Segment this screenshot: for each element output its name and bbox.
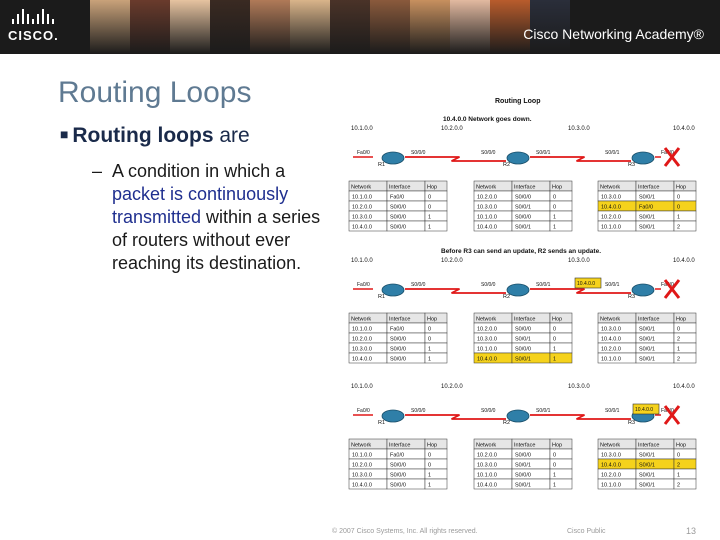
serial-link [405, 157, 506, 161]
table-header-text: Network [351, 442, 372, 449]
table-header-text: Hop [427, 316, 438, 323]
sub-bullet-text [92, 160, 332, 275]
table-cell-text: S0/0/0 [390, 482, 406, 489]
port-label: Fa0/0 [661, 282, 674, 288]
table-cell-text: 10.3.0.0 [601, 194, 621, 201]
table-cell-text: 10.2.0.0 [352, 204, 372, 211]
table-header-text: Network [600, 184, 621, 191]
table-cell-text: 1 [553, 224, 557, 231]
table-cell-text: 0 [677, 326, 681, 333]
router-label: R3 [628, 162, 636, 168]
table-cell-text: 1 [553, 346, 557, 353]
table-cell-text: 1 [553, 356, 557, 363]
table-cell-text: 10.1.0.0 [601, 356, 621, 363]
diagram-mid-caption: Before R3 can send an update, R2 sends an update. [441, 248, 602, 255]
table-cell-text: 0 [553, 462, 557, 469]
table-header-text: Hop [552, 316, 563, 323]
header-photo [410, 0, 450, 54]
table-cell-text: 0 [428, 336, 432, 343]
router-icon [382, 410, 404, 422]
bullet-bold-text: Routing loops [72, 124, 214, 147]
port-label: Fa0/0 [357, 282, 370, 288]
table-cell-text: 1 [428, 472, 432, 479]
diagram-title: Routing Loop [495, 98, 541, 105]
table-header-text: Interface [638, 184, 660, 191]
table-cell-text: S0/0/1 [515, 356, 531, 363]
sub-text-part-2: within a series of routers without ever reaching its destination. [112, 207, 321, 273]
table-cell-text: 1 [677, 472, 681, 479]
table-cell-text: 0 [553, 452, 557, 459]
table-header-text: Hop [427, 442, 438, 449]
table-header-text: Hop [552, 442, 563, 449]
table-cell-text: S0/0/1 [639, 326, 655, 333]
serial-link [405, 289, 506, 293]
table-cell-text: S0/0/1 [639, 346, 655, 353]
network-label: 10.3.0.0 [568, 384, 590, 390]
port-label: S0/0/0 [481, 150, 496, 156]
table-cell-text: 10.1.0.0 [352, 194, 372, 201]
table-cell-text: 10.1.0.0 [477, 472, 497, 479]
table-cell-text: 2 [677, 336, 681, 343]
table-cell-text: 1 [677, 214, 681, 221]
table-cell-text: 10.4.0.0 [477, 224, 497, 231]
table-cell-text: 10.4.0.0 [477, 356, 497, 363]
port-label: Fa0/0 [357, 150, 370, 156]
table-cell-text: S0/0/0 [515, 214, 531, 221]
table-cell-text: 10.2.0.0 [477, 452, 497, 459]
table-cell-text: S0/0/0 [390, 472, 406, 479]
router-label: R1 [378, 420, 386, 426]
bullet-rest-text: are [213, 124, 250, 147]
router-label: R3 [628, 294, 636, 300]
header-photo [250, 0, 290, 54]
header-photo [330, 0, 370, 54]
bullet-marker-icon: ■ [60, 126, 73, 142]
sub-bullet [92, 160, 332, 275]
table-cell-text: 1 [553, 472, 557, 479]
table-cell-text: S0/0/1 [639, 482, 655, 489]
cisco-logo-text: CISCO. [8, 28, 59, 43]
table-cell-text: 10.2.0.0 [477, 194, 497, 201]
table-cell-text: 10.1.0.0 [477, 346, 497, 353]
table-cell-text: S0/0/1 [515, 224, 531, 231]
table-cell-text: 10.3.0.0 [601, 452, 621, 459]
table-cell-text: 10.1.0.0 [601, 224, 621, 231]
table-cell-text: 10.1.0.0 [352, 326, 372, 333]
table-cell-text: 10.1.0.0 [477, 214, 497, 221]
port-label: S0/0/1 [605, 282, 620, 288]
table-cell-text: 0 [428, 204, 432, 211]
port-label: S0/0/0 [411, 282, 426, 288]
table-cell-text: 0 [428, 194, 432, 201]
table-header-text: Network [600, 316, 621, 323]
table-cell-text: 0 [428, 326, 432, 333]
header-photo [370, 0, 410, 54]
router-icon [632, 152, 654, 164]
table-cell-text: 1 [553, 214, 557, 221]
table-cell-text: 0 [677, 204, 681, 211]
table-cell-text: Fa0/0 [639, 204, 654, 211]
table-header-text: Network [476, 184, 497, 191]
router-label: R2 [503, 294, 511, 300]
table-cell-text: 10.2.0.0 [477, 326, 497, 333]
table-cell-text: 10.3.0.0 [352, 214, 372, 221]
table-header-text: Interface [514, 316, 536, 323]
port-label: S0/0/0 [411, 150, 426, 156]
sub-text-part-1: A condition in which a [112, 161, 286, 181]
table-header-text: Interface [389, 316, 411, 323]
table-cell-text: 10.4.0.0 [601, 204, 621, 211]
table-header-text: Hop [427, 184, 438, 191]
diagram-subtitle: 10.4.0.0 Network goes down. [443, 116, 532, 123]
sub-bullet-dash: – [92, 161, 103, 181]
router-icon [507, 284, 529, 296]
router-icon [382, 152, 404, 164]
table-header-text: Network [476, 442, 497, 449]
table-cell-text: 10.4.0.0 [352, 356, 372, 363]
port-label: Fa0/0 [661, 408, 674, 414]
table-cell-text: S0/0/1 [639, 336, 655, 343]
port-label: S0/0/1 [605, 150, 620, 156]
table-cell-text: S0/0/1 [639, 224, 655, 231]
router-label: R1 [378, 162, 386, 168]
slide-title: Routing Loops [58, 76, 252, 109]
table-header-text: Hop [676, 442, 687, 449]
router-label: R2 [503, 162, 511, 168]
port-label: S0/0/1 [536, 150, 551, 156]
router-icon [507, 410, 529, 422]
table-cell-text: S0/0/0 [390, 204, 406, 211]
table-cell-text: 1 [677, 346, 681, 353]
header-photo [170, 0, 210, 54]
footer-label: Cisco Public [567, 528, 606, 535]
table-cell-text: 10.2.0.0 [352, 336, 372, 343]
header-photo [450, 0, 490, 54]
table-cell-text: 0 [553, 204, 557, 211]
table-cell-text: 2 [677, 482, 681, 489]
table-cell-text: 10.4.0.0 [601, 462, 621, 469]
table-header-text: Interface [514, 442, 536, 449]
table-header-text: Interface [514, 184, 536, 191]
table-cell-text: 1 [428, 346, 432, 353]
table-cell-text: 0 [553, 194, 557, 201]
table-cell-text: S0/0/1 [639, 356, 655, 363]
network-label: 10.4.0.0 [673, 384, 695, 390]
router-label: R1 [378, 294, 386, 300]
sub-text-highlight: packet is continuously transmitted [112, 184, 289, 227]
port-label: Fa0/0 [357, 408, 370, 414]
table-cell-text: 1 [428, 214, 432, 221]
port-label: S0/0/1 [605, 408, 620, 414]
table-cell-text: 2 [677, 224, 681, 231]
table-header-text: Interface [638, 442, 660, 449]
table-cell-text: 0 [428, 462, 432, 469]
port-label: S0/0/1 [536, 282, 551, 288]
table-header-text: Hop [676, 184, 687, 191]
network-label: 10.3.0.0 [568, 258, 590, 264]
footer-page-number: 13 [686, 526, 697, 536]
table-cell-text: S0/0/1 [515, 336, 531, 343]
header-photo [210, 0, 250, 54]
table-cell-text: Fa0/0 [390, 194, 405, 201]
table-cell-text: 0 [677, 194, 681, 201]
table-cell-text: S0/0/1 [639, 472, 655, 479]
router-label: R3 [628, 420, 636, 426]
port-label: S0/0/1 [536, 408, 551, 414]
port-label: Fa0/0 [661, 150, 674, 156]
network-label: 10.4.0.0 [673, 126, 695, 132]
network-label: 10.1.0.0 [351, 258, 373, 264]
table-cell-text: S0/0/1 [515, 482, 531, 489]
table-cell-text: Fa0/0 [390, 326, 405, 333]
table-header-text: Interface [389, 184, 411, 191]
table-cell-text: 1 [553, 482, 557, 489]
table-cell-text: S0/0/0 [390, 356, 406, 363]
table-header-text: Network [600, 442, 621, 449]
table-cell-text: S0/0/0 [390, 346, 406, 353]
table-cell-text: 10.3.0.0 [601, 326, 621, 333]
update-packet-label: 10.4.0.0 [635, 407, 654, 413]
table-header-text: Interface [638, 316, 660, 323]
port-label: S0/0/0 [411, 408, 426, 414]
table-cell-text: 1 [428, 356, 432, 363]
table-cell-text: 10.3.0.0 [352, 472, 372, 479]
footer-copyright: © 2007 Cisco Systems, Inc. All rights reserved. [332, 528, 478, 535]
cisco-logo [8, 8, 78, 48]
table-cell-text: 10.1.0.0 [601, 482, 621, 489]
table-cell-text: S0/0/0 [390, 214, 406, 221]
header-photo [90, 0, 130, 54]
network-label: 10.1.0.0 [351, 384, 373, 390]
serial-link [405, 415, 506, 419]
table-cell-text: S0/0/1 [515, 462, 531, 469]
table-header-text: Network [476, 316, 497, 323]
table-cell-text: 10.2.0.0 [601, 472, 621, 479]
table-cell-text: 10.3.0.0 [477, 462, 497, 469]
router-label: R2 [503, 420, 511, 426]
table-cell-text: 10.2.0.0 [601, 214, 621, 221]
table-cell-text: S0/0/0 [515, 452, 531, 459]
table-cell-text: S0/0/1 [639, 452, 655, 459]
table-cell-text: 2 [677, 356, 681, 363]
table-cell-text: 10.4.0.0 [352, 482, 372, 489]
table-cell-text: Fa0/0 [390, 452, 405, 459]
table-cell-text: S0/0/0 [390, 336, 406, 343]
table-cell-text: S0/0/0 [515, 472, 531, 479]
main-bullet [60, 124, 250, 148]
table-cell-text: S0/0/1 [639, 462, 655, 469]
table-cell-text: 10.3.0.0 [477, 336, 497, 343]
network-label: 10.2.0.0 [441, 258, 463, 264]
serial-link [530, 157, 631, 161]
table-header-text: Network [351, 316, 372, 323]
header-banner [0, 0, 720, 54]
table-header-text: Hop [676, 316, 687, 323]
table-cell-text: 1 [428, 224, 432, 231]
header-photo [130, 0, 170, 54]
table-cell-text: 10.2.0.0 [601, 346, 621, 353]
table-cell-text: 10.4.0.0 [477, 482, 497, 489]
table-cell-text: 10.2.0.0 [352, 462, 372, 469]
academy-title: Cisco Networking Academy® [523, 26, 704, 42]
serial-link [530, 415, 631, 419]
network-label: 10.1.0.0 [351, 126, 373, 132]
table-cell-text: S0/0/1 [515, 204, 531, 211]
network-label: 10.4.0.0 [673, 258, 695, 264]
routing-loop-diagram [343, 92, 703, 498]
header-photo [290, 0, 330, 54]
table-header-text: Hop [552, 184, 563, 191]
table-cell-text: 1 [428, 482, 432, 489]
table-cell-text: 0 [553, 336, 557, 343]
table-cell-text: S0/0/0 [515, 326, 531, 333]
table-cell-text: S0/0/0 [390, 224, 406, 231]
port-label: S0/0/0 [481, 282, 496, 288]
table-cell-text: S0/0/0 [515, 194, 531, 201]
serial-link [530, 289, 631, 293]
port-label: S0/0/0 [481, 408, 496, 414]
table-cell-text: 10.4.0.0 [601, 336, 621, 343]
table-cell-text: 10.1.0.0 [352, 452, 372, 459]
cisco-bars-icon [12, 8, 78, 24]
router-icon [632, 284, 654, 296]
table-header-text: Network [351, 184, 372, 191]
network-label: 10.2.0.0 [441, 126, 463, 132]
table-cell-text: S0/0/0 [515, 346, 531, 353]
table-cell-text: 10.4.0.0 [352, 224, 372, 231]
network-label: 10.2.0.0 [441, 384, 463, 390]
table-cell-text: 10.3.0.0 [477, 204, 497, 211]
table-cell-text: 0 [553, 326, 557, 333]
table-cell-text: S0/0/0 [390, 462, 406, 469]
table-cell-text: S0/0/1 [639, 214, 655, 221]
table-cell-text: 0 [428, 452, 432, 459]
router-icon [382, 284, 404, 296]
router-icon [507, 152, 529, 164]
table-cell-text: 10.3.0.0 [352, 346, 372, 353]
update-packet-label: 10.4.0.0 [577, 281, 596, 287]
table-cell-text: 2 [677, 462, 681, 469]
table-cell-text: S0/0/1 [639, 194, 655, 201]
network-label: 10.3.0.0 [568, 126, 590, 132]
table-cell-text: 0 [677, 452, 681, 459]
table-header-text: Interface [389, 442, 411, 449]
